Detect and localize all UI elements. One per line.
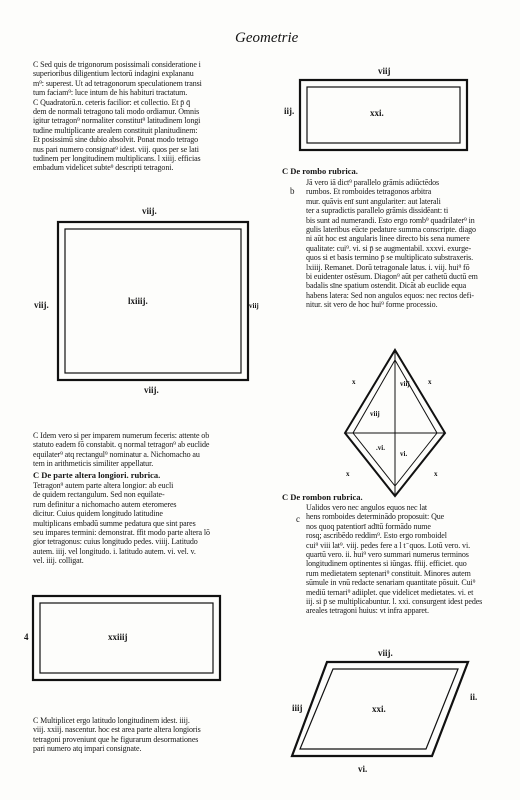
square-figure [58,222,248,380]
text-line: embadum videlicet subte⁹ descripti tetragoni. [33,163,174,173]
text-line: equilater⁹ atq rectangul⁹ nominatur a. Nichomacho au [33,449,200,459]
rhombus-figure [345,350,445,496]
text-line: rosq; ascribēdo reddim⁹. Esto ergo romboidel [306,531,447,541]
square-top-label: viij. [142,206,157,216]
parallelogram-center-label: xxi. [372,704,386,714]
paragraph-odd-numbers [33,431,258,469]
text-line: cui⁹ viii lat⁹. viij. pedes fere a l t ̄ quos. Lotū vero. vi. [306,540,470,550]
text-line: tudine multiplicante arealem constituit planitudinem: [33,125,198,135]
rhombus-quadrant-1: viij [370,410,380,418]
rhombus-quadrant-4: vi. [400,450,408,458]
text-line: de quidem rectangulum. Sed non equilate- [33,490,165,500]
text-line: C Quadratorū.n. ceteris facilior: et collectio. Et p̄ q̄ [33,97,190,107]
text-line: sūmule in vnū redacte senariam quantitate pōsuit. Cui⁹ [306,578,476,588]
text-line: tetragoni proveniunt que he figurarum desormationes [33,734,199,744]
rectangle-left-label: 4 [24,632,29,642]
text-line: qualitate: cui⁹. vi. si p̄ se augmentabil. xxxvi. exurge- [306,243,472,253]
parallelogram-bottom-label: vi. [358,764,368,774]
text-line: Jā vero iā dict⁹ parallelo grāmis adiūctēdos [306,178,440,187]
rhombus-quadrant-3: .vi. [376,444,385,452]
text-line: statuto eadem fõ constabit. q normal tetragon⁹ ab euclide [33,440,210,450]
text-line: mediū ternari⁹ adiiplet. que videlicet medietates. vi. et [306,587,474,597]
text-line: seu impares termini: demonstrat. ffit modo parte altera lō [33,528,210,538]
text-line: pari numero atq impari consignate. [33,744,142,754]
text-line: igitur tetragon⁹ normaliter constitut⁹ latitudinem longi [33,116,201,126]
square-center-label: lxiiij. [128,296,148,306]
text-line: C Idem vero si per imparem numerum feceris: attente ob [33,431,210,440]
text-line: nus pari numero consignat⁹ idest. viij. quos per se lati [33,144,199,154]
text-line: rum medietatem septenari⁹ constituit. Minores autem [306,568,471,578]
text-line: quartū vero. ii. hui⁹ vero summari numerus terminos [306,550,469,560]
text-line: iij. si p̄ se multiplicabuntur. l. xxi. consurgent idest pedes [306,597,483,607]
square-bottom-label: viij. [144,385,159,395]
text-line: nitur. sit vero de hoc hui⁹ forme processio. [306,300,438,310]
right-rect-top-label: viij [378,66,391,76]
paragraph-multiply [33,716,258,754]
right-rect-center-label: xxi. [370,108,384,118]
right-rect-left-label: iij. [284,106,295,116]
paragraph-rhomboid [306,503,494,616]
rhombus-bottom-left-label: x [346,470,350,478]
text-line: vel. iiij. colligat. [33,556,84,566]
rhombus-top-right-label: x [428,378,432,386]
text-line: tudinem per longitudinem multiplicans. l xiiij. efficias [33,154,201,164]
rectangle-center-label: xxiiij [108,632,128,642]
text-line: habens latera: Sed non angulos equos: nec rectos defi- [306,290,474,300]
rhombus-bottom-right-label: x [434,470,438,478]
heading-longer-side: C De parte altera longiori. rubrica. [33,470,161,480]
margin-letter-c: c [296,514,300,524]
text-line: nos quoq patentiorī adītū formādo nume [306,521,431,531]
heading-rhombus: C De rombo rubrica. [282,166,358,176]
text-line: quos si et basis termino p̄ se multiplicato substraxeris. [306,253,474,263]
text-line: C Sed quis de trigonorum posissimali consideratione i [33,60,201,69]
parallelogram-left-label: iiij [292,703,303,713]
text-line: tum faciam⁹: luce intum de his habituri tractatum. [33,88,188,98]
square-left-label: viij. [34,300,49,310]
paragraph-longer-side [33,481,258,566]
paragraph-rhombus [306,178,491,310]
text-line: C Multiplicet ergo latitudo longitudinem idest. iiij. [33,716,190,725]
text-line: lxiiij. Remanet. Dorū tetragonale latus. i. viij. hui⁹ fō [306,262,470,272]
text-line: superioribus diligentium lectorū indagini explananu [33,69,194,79]
text-line: bis sunt ad numerandi. Esto ergo romb⁹ quadrilater⁹ in [306,215,475,225]
text-line: autem. iiij. vel longitudo. i. latitudo autem. vi. vel. v. [33,546,196,556]
text-line: mur. quāvis enī sunt angulariter: aut laterali [306,196,441,206]
text-line: rum definitur a nichomacho autem eteromeres [33,499,177,509]
text-line: m⁹: superest. Ut ad tetragonorum speculationem transi [33,78,202,88]
text-line: bi euidenter ostēsum. Diagon⁹ aūt per cathetū ductū em [306,272,478,282]
text-line: areales tetragoni huius: vt infra apparet. [306,606,429,616]
text-line: badalis sīne spatium ostendit. Dicāt ab euclide equa [306,281,467,291]
parallelogram-top-label: viij. [378,648,393,658]
text-line: gulis lateribus eūcte pedature summa conscripte. diago [306,225,476,235]
text-line: ter a supradictis parallelo grāmis dissidēant: ti [306,206,449,216]
parallelogram-right-label: ii. [470,692,478,702]
running-header: Geometrie [235,30,299,46]
text-line: dem de normali tetragono tali modo ordiamur. Omnis [33,107,200,117]
heading-rhomboid: C De rombon rubrica. [282,492,363,502]
text-line: tem in arithmeticis similiter appellatur. [33,459,154,469]
text-line: viij. xxiij. nascentur. hoc est area parte altera longioris [33,725,201,735]
text-line: dicitur. Cuius quidem longitudo latitudine [33,509,163,519]
square-right-label: viij [249,302,259,310]
margin-letter-b: b [290,186,295,196]
text-line: rumbos. Et romboides tetragonos arbitra [306,187,432,197]
text-line: multiplicans embadū summe pedatura que sint pares [33,518,196,528]
rhombus-quadrant-2: viij [400,380,410,388]
text-line: Et posissimū sine dubio absolvit. Ponat modo tetrago [33,135,199,145]
text-line: Tetragon⁹ autem parte altera longior: ab eucli [33,481,174,490]
rhombus-top-left-label: x [352,378,356,386]
text-line: gior tetragonus: cuius longitudo pedes. viiij. Latitudo [33,537,198,547]
text-line: Ualidos vero nec angulos equos nec lat [306,503,428,512]
text-line: ni aūt hoc est angularis linee directo bis sena numere [306,234,470,244]
text-line: hens romboides determinādo proposuit: Que [306,512,445,522]
text-line: longitudinem optinentes si iūngas. ffiij. efficiet. quo [306,559,467,569]
